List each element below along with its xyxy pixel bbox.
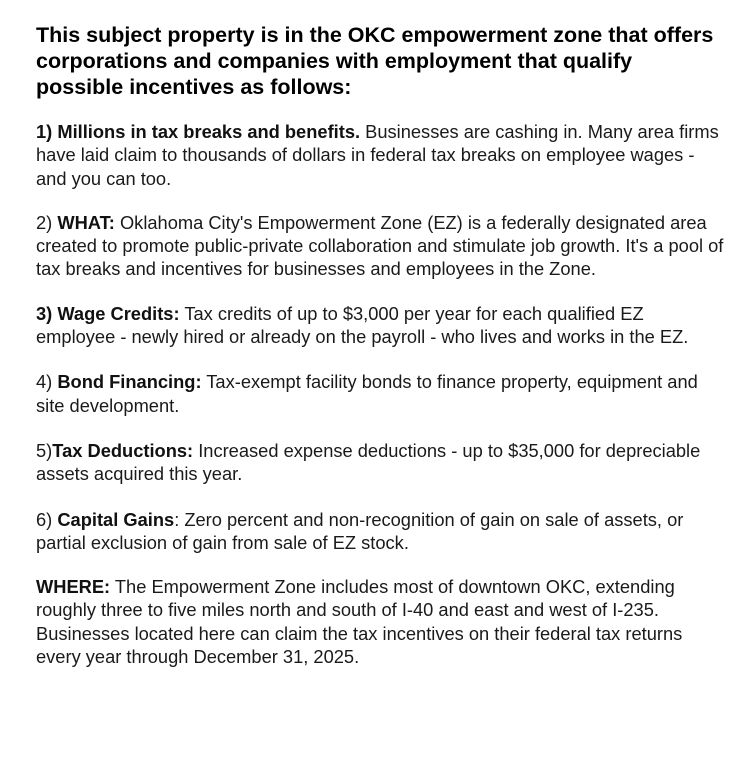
item-text: Increased expense deductions - up to $35,000 for depreciable assets acquired this year. [36,439,701,485]
incentive-item-capital-gains [36,508,726,555]
item-text: : Zero percent and non-recognition of gain on sale of assets, or partial exclusion of gain from sale of EZ stock. [36,508,684,553]
item-label: 3) Wage Credits: [36,302,180,324]
item-label: 1) Millions in tax breaks and benefits. [36,121,361,142]
incentive-item-wage-credits [36,302,726,349]
item-label: WHERE: [36,576,111,598]
incentive-item-where [36,575,726,668]
item-prefix: 2) [36,211,58,233]
item-prefix: 4) [36,371,58,393]
item-label: Capital Gains [57,508,175,530]
incentive-item-what [36,211,726,281]
item-text: Oklahoma City's Empowerment Zone (EZ) is a federally designated area created to promote public-private collaboration and stimulate job growth. It's a pool of tax breaks and incentives for businesses and employees in the Zone. [36,211,724,280]
item-text: The Empowerment Zone includes most of downtown OKC, extending roughly three to five miles north and south of I-40 and east and west of I-235. Businesses located here can claim the tax incentives on their federal tax returns every year through December 31, 2025. [36,576,683,668]
item-label: Tax Deductions: [52,439,194,461]
item-label: Bond Financing: [57,371,202,393]
incentive-item-bond-financing [36,370,726,417]
item-prefix: 5) [36,439,53,461]
item-text: Businesses are cashing in. Many area firms have laid claim to thousands of dollars in federal tax breaks on employee wages - and you can too. [36,121,719,189]
document-heading: This subject property is in the OKC empowerment zone that offers corporations and companies with employment that qualify possible incentives as follows: [36,23,714,99]
item-text: Tax-exempt facility bonds to finance property, equipment and site development. [36,371,698,416]
incentive-item-tax-breaks [36,120,726,190]
item-label: WHAT: [57,211,115,233]
item-text: Tax credits of up to $3,000 per year for each qualified EZ employee - newly hired or already on the payroll - who lives and works in the EZ. [36,302,689,348]
item-prefix: 6) [36,508,58,530]
incentive-item-tax-deductions [36,439,726,486]
